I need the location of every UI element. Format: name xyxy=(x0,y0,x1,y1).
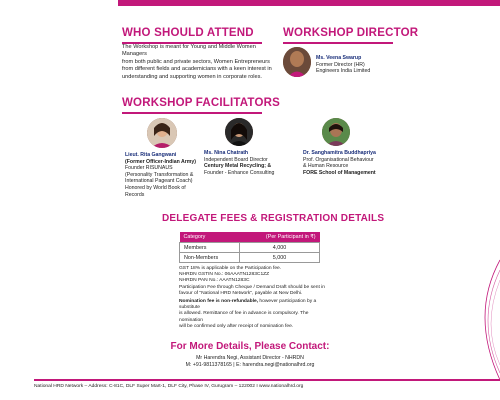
top-accent-bar xyxy=(118,0,500,6)
facilitator-line: FORE School of Management xyxy=(303,169,376,176)
who-line: from different fields and academicians with a keen interest in xyxy=(122,66,272,73)
fees-note: Participation Fee through Cheque / Demand Draft should be sent in xyxy=(179,284,325,290)
fees-note: is allowed. Remittance of fee in advance is compulsory. The nomination xyxy=(179,311,309,323)
facilitators-underline xyxy=(122,112,262,114)
footer-line xyxy=(34,379,500,381)
fees-note: will be confirmed only after receipt of nomination fee. xyxy=(179,323,294,329)
decorative-swoosh xyxy=(460,255,500,385)
fees-col-fee: (Per Participant in ₹) xyxy=(239,232,319,243)
table-row xyxy=(180,243,320,253)
refund-bold: Nomination fee is non-refundable, xyxy=(179,299,259,305)
fee-amount: 4,000 xyxy=(239,243,319,253)
director-info xyxy=(316,55,370,75)
facilitator-line: (Former Officer-Indian Army) xyxy=(125,158,197,165)
fees-note: favour of "National HRD Network", payable at New Delhi. xyxy=(179,290,303,296)
facilitator-rita-info xyxy=(125,152,205,198)
fee-category: Non-Members xyxy=(180,253,240,263)
who-line: The Workshop is meant for Young and Middle Women Managers xyxy=(122,44,256,58)
fee-amount: 5,000 xyxy=(239,253,319,263)
director-name: Ms. Veena Swarup xyxy=(316,55,362,61)
who-description xyxy=(122,44,272,81)
fees-header-row xyxy=(180,232,320,243)
facilitator-name: Dr. Sanghamitra Buddhapriya xyxy=(303,150,376,156)
director-photo xyxy=(283,47,311,77)
director-line: Engineers India Limited xyxy=(316,68,371,75)
workshop-facilitators-title: WORKSHOP FACILITATORS xyxy=(122,97,280,109)
facilitator-line: International Pageant Coach) xyxy=(125,178,193,185)
fees-note: GST 18% is applicable on the Participation fee. xyxy=(179,266,282,271)
table-row xyxy=(180,253,320,263)
fee-category: Members xyxy=(180,243,240,253)
facilitator-line: Founder RISUNAUS xyxy=(125,165,173,172)
fees-note: NHRDN GSTIN No.: 06AAATN1283C1ZZ xyxy=(179,272,270,278)
fees-note: NHRDN PAN No.: AAATN1283C xyxy=(179,278,250,284)
who-should-attend-title: WHO SHOULD ATTEND xyxy=(122,27,254,39)
director-line: Former Director (HR) xyxy=(316,61,365,68)
fees-title: DELEGATE FEES & REGISTRATION DETAILS xyxy=(162,213,385,224)
workshop-director-title: WORKSHOP DIRECTOR xyxy=(283,27,419,39)
refund-rest: however participation by a substitute xyxy=(179,299,317,311)
facilitator-photo-nina xyxy=(225,118,253,146)
facilitator-photo-rita xyxy=(147,118,177,148)
facilitator-name: Lieut. Rita Gangwani xyxy=(125,152,177,158)
facilitator-line: Prof. Organisational Behaviour xyxy=(303,156,374,163)
contact-title: For More Details, Please Contact: xyxy=(170,341,330,352)
who-line: from both public and private sectors, Women Entrepreneurs xyxy=(122,58,270,65)
facilitator-nina-info xyxy=(204,150,284,176)
facilitator-line: Honored by World Book of Records xyxy=(125,184,186,198)
fees-table xyxy=(179,232,320,263)
footer-address: National HRD Network – Address: C-81C, DLF Super Mart-1, DLF City, Phase IV, Gurugram – 122002 I www.nationalhrd.org xyxy=(34,384,304,389)
contact-person: Mr Harendra Negi, Assistant Director - NHRDN xyxy=(196,355,304,361)
fees-notes xyxy=(179,266,327,330)
facilitator-photo-sanghamitra xyxy=(322,118,350,146)
fees-col-category: Category xyxy=(180,232,240,243)
facilitator-line: Century Metal Recycling; & xyxy=(204,163,272,170)
facilitator-line: & Human Resource xyxy=(303,163,349,170)
director-underline xyxy=(283,42,393,44)
facilitator-sanghamitra-info xyxy=(303,150,393,176)
who-line: understanding and supporting women in corporate roles. xyxy=(122,73,262,80)
facilitator-line: Founder - Enhance Consulting xyxy=(204,169,275,176)
refund-note xyxy=(179,299,327,311)
facilitator-name: Ms. Nina Chatrath xyxy=(204,150,249,156)
facilitator-line: (Personality Transformation & xyxy=(125,171,194,178)
facilitator-line: Independent Board Director xyxy=(204,156,268,163)
contact-phone-email[interactable]: M: +91-9811378165 | E: harendra.negi@nationalhrd.org xyxy=(185,362,315,368)
